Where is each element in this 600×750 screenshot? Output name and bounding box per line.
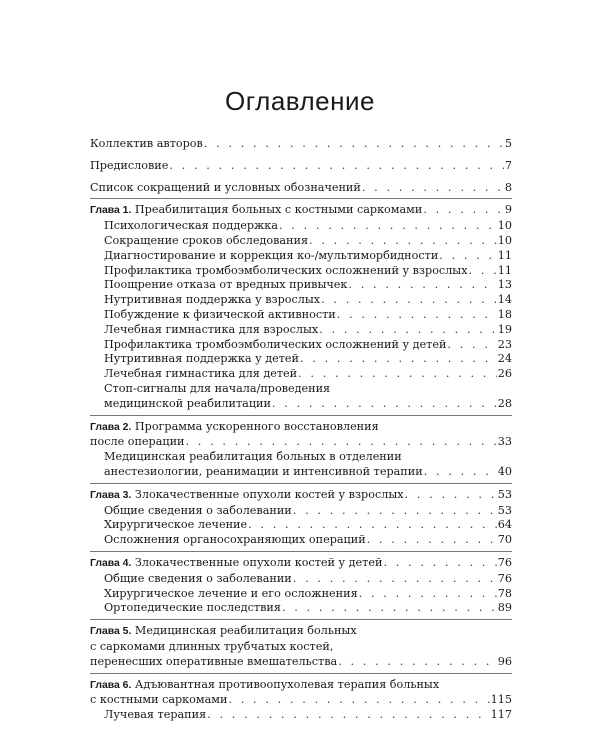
section-title: Профилактика тромбоэмболических осложнений у детей — [104, 337, 447, 351]
chapter-number: Глава 4. — [90, 557, 132, 569]
dot-leader — [367, 533, 497, 548]
section-entry — [90, 504, 512, 519]
page-number: 76 — [497, 571, 512, 585]
page-number: 53 — [497, 487, 512, 501]
chapter-title-text: перенесших оперативные вмешательства — [90, 654, 338, 668]
section-title: медицинской реабилитации — [104, 396, 271, 410]
dot-leader — [300, 352, 497, 367]
page-number: 11 — [497, 263, 512, 277]
dot-leader — [169, 159, 504, 174]
section-title: Нутритивная поддержка у взрослых — [104, 293, 321, 307]
toc-entry[interactable] — [90, 159, 512, 174]
chapter-title-text: Злокачественные опухоли костей у взрослых — [134, 487, 404, 501]
toc-entry[interactable] — [90, 137, 512, 152]
toc-entry[interactable] — [104, 601, 512, 616]
section-entry — [90, 323, 512, 338]
dot-leader — [359, 587, 497, 602]
page-number: 11 — [497, 248, 512, 262]
toc-entry[interactable] — [104, 518, 512, 533]
section-entry — [90, 601, 512, 616]
dot-leader — [272, 397, 497, 412]
page-number: 26 — [497, 367, 512, 381]
dot-leader — [337, 308, 497, 323]
chapter-title-line — [90, 678, 512, 694]
section-entry — [90, 293, 512, 308]
toc-entry[interactable] — [104, 219, 512, 234]
page-number: 40 — [497, 464, 512, 478]
dot-leader — [279, 219, 497, 234]
page-number: 19 — [497, 322, 512, 336]
chapter-title-last — [90, 693, 227, 708]
chapter-title-text: Адъювантная противоопухолевая терапия больных — [134, 677, 440, 691]
table-of-contents — [90, 137, 512, 723]
page-number: 7 — [504, 158, 512, 172]
section-entry — [90, 533, 512, 548]
chapter-title-line — [90, 624, 512, 640]
section-title: Лечебная гимнастика для взрослых — [104, 322, 319, 336]
dot-leader — [424, 465, 497, 480]
chapter-entry[interactable] — [90, 655, 512, 670]
section-entry — [90, 708, 512, 723]
page-number: 28 — [497, 396, 512, 410]
section-title-line: Стоп-сигналы для начала/проведения — [104, 381, 331, 395]
toc-entry[interactable] — [104, 587, 512, 602]
chapter-entry[interactable] — [90, 488, 512, 504]
dot-leader — [207, 708, 490, 723]
chapter-number: Глава 6. — [90, 679, 132, 691]
toc-entry[interactable] — [104, 367, 512, 382]
chapter-title-line — [90, 420, 512, 436]
toc-entry[interactable] — [104, 293, 512, 308]
dot-leader — [405, 488, 497, 503]
dot-leader — [298, 367, 497, 382]
page-number: 9 — [504, 203, 512, 217]
page-number: 64 — [497, 518, 512, 532]
toc-entry[interactable] — [104, 264, 512, 279]
toc-entry[interactable] — [104, 397, 512, 412]
section-entry — [90, 338, 512, 353]
dot-leader — [293, 572, 497, 587]
section-title: Общие сведения о заболевании — [104, 571, 292, 585]
dot-leader — [469, 264, 497, 279]
entry-label: Предисловие — [90, 158, 169, 172]
chapter-title-text: с костными саркомами — [90, 693, 228, 707]
toc-entry[interactable] — [104, 708, 512, 723]
toc-entry[interactable] — [104, 504, 512, 519]
section-title: Нутритивная поддержка у детей — [104, 352, 300, 366]
page-number: 14 — [497, 293, 512, 307]
dot-leader — [439, 249, 496, 264]
chapter-title-last — [90, 655, 337, 670]
section-entry — [90, 219, 512, 234]
section-title-line: Медицинская реабилитация больных в отделении — [104, 450, 402, 464]
section-entry — [90, 234, 512, 249]
section-title: Поощрение отказа от вредных привычек — [104, 278, 348, 292]
dot-leader — [321, 293, 497, 308]
toc-entry[interactable] — [104, 323, 512, 338]
dot-leader — [282, 601, 497, 616]
section-entry — [90, 352, 512, 367]
toc-entry[interactable] — [90, 181, 512, 196]
page-number: 70 — [497, 533, 512, 547]
chapter-heading — [90, 488, 512, 504]
dot-leader — [248, 518, 497, 533]
page-number: 23 — [497, 337, 512, 351]
toc-entry[interactable] — [104, 533, 512, 548]
page-number: 89 — [497, 601, 512, 615]
chapter-entry[interactable] — [90, 693, 512, 708]
chapter-heading — [90, 678, 512, 709]
section-title: Хирургическое лечение — [104, 518, 248, 532]
section-entry — [90, 518, 512, 533]
dot-leader — [186, 435, 497, 450]
chapter-title-last — [90, 488, 404, 504]
section-entry — [90, 450, 512, 480]
page-number: 117 — [490, 708, 512, 722]
chapter-title-text: после операции — [90, 435, 185, 449]
section-entry — [90, 382, 512, 412]
entry-label: Коллектив авторов — [90, 137, 203, 150]
chapter-divider — [90, 415, 512, 416]
dot-leader — [309, 234, 497, 249]
toc-entry[interactable] — [104, 278, 512, 293]
section-entry — [90, 367, 512, 382]
chapter-title-last — [90, 556, 382, 572]
chapter-divider — [90, 198, 512, 199]
chapter-title-text: Программа ускоренного восстановления — [134, 419, 379, 433]
toc-entry[interactable] — [104, 249, 512, 264]
section-title: Лечебная гимнастика для детей — [104, 367, 298, 381]
page-number: 115 — [490, 693, 512, 707]
chapter-number: Глава 1. — [90, 205, 132, 217]
chapter-title-text: Злокачественные опухоли костей у детей — [134, 555, 383, 569]
page-number: 10 — [497, 233, 512, 247]
section-title: Психологическая поддержка — [104, 219, 278, 233]
chapter-entry[interactable] — [90, 203, 512, 219]
section-entry — [90, 278, 512, 293]
chapter-title-text: Медицинская реабилитация больных — [134, 624, 357, 638]
section-title: Общие сведения о заболевании — [104, 503, 292, 517]
page-number: 8 — [504, 180, 512, 194]
chapter-heading — [90, 203, 512, 219]
dot-leader — [362, 181, 504, 196]
dot-leader — [319, 323, 497, 338]
chapter-divider — [90, 673, 512, 674]
dot-leader — [348, 278, 496, 293]
page-number: 18 — [497, 307, 512, 321]
chapter-title-line — [90, 640, 512, 655]
chapter-title-text: с саркомами длинных трубчатых костей, — [90, 639, 334, 653]
section-title: Ортопедические последствия — [104, 601, 281, 615]
chapter-number: Глава 2. — [90, 421, 132, 433]
chapter-entry[interactable] — [90, 435, 512, 450]
section-title: Лучевая терапия — [104, 708, 207, 722]
page-number: 76 — [497, 555, 512, 569]
chapter-heading — [90, 556, 512, 572]
toc-entry[interactable] — [104, 572, 512, 587]
dot-leader — [423, 203, 504, 218]
toc-entry[interactable] — [104, 338, 512, 353]
chapter-title-last — [90, 203, 422, 219]
page-number: 5 — [504, 137, 512, 150]
toc-entry[interactable] — [104, 308, 512, 323]
section-title: Профилактика тромбоэмболических осложнений у взрослых — [104, 263, 468, 277]
chapter-number: Глава 5. — [90, 626, 132, 638]
section-entry — [90, 308, 512, 323]
section-title: Осложнения органосохраняющих операций — [104, 533, 366, 547]
page-number: 53 — [497, 503, 512, 517]
section-title: Хирургическое лечение и его осложнения — [104, 586, 358, 600]
section-title: Побуждение к физической активности — [104, 307, 336, 321]
chapter-heading — [90, 624, 512, 669]
dot-leader — [447, 338, 496, 353]
page-number: 13 — [497, 278, 512, 292]
chapter-number: Глава 3. — [90, 489, 132, 501]
section-title: Сокращение сроков обследования — [104, 233, 309, 247]
chapter-title-text: Преабилитация больных с костными саркомами — [134, 203, 423, 217]
section-entry — [90, 587, 512, 602]
toc-entry[interactable] — [104, 234, 512, 249]
chapter-divider — [90, 483, 512, 484]
section-entry — [90, 249, 512, 264]
toc-entry[interactable] — [104, 465, 512, 480]
dot-leader — [204, 137, 504, 152]
section-entry — [90, 572, 512, 587]
toc-entry[interactable] — [104, 352, 512, 367]
page-number: 78 — [497, 586, 512, 600]
section-entry — [90, 264, 512, 279]
page-number: 96 — [497, 654, 512, 668]
page-title: Оглавление — [225, 86, 375, 116]
page-number: 24 — [497, 352, 512, 366]
page-number: 33 — [497, 435, 512, 449]
chapter-heading — [90, 420, 512, 451]
section-title: анестезиологии, реанимации и интенсивной терапии — [104, 464, 423, 478]
dot-leader — [228, 693, 489, 708]
dot-leader — [293, 504, 497, 519]
page-number: 10 — [497, 219, 512, 233]
chapter-title-last — [90, 435, 185, 450]
dot-leader — [383, 556, 496, 571]
chapter-entry[interactable] — [90, 556, 512, 572]
entry-label: Список сокращений и условных обозначений — [90, 180, 361, 194]
chapter-divider — [90, 551, 512, 552]
dot-leader — [338, 655, 497, 670]
chapter-divider — [90, 619, 512, 620]
section-title: Диагностирование и коррекция ко-/мультиморбидности — [104, 248, 439, 262]
